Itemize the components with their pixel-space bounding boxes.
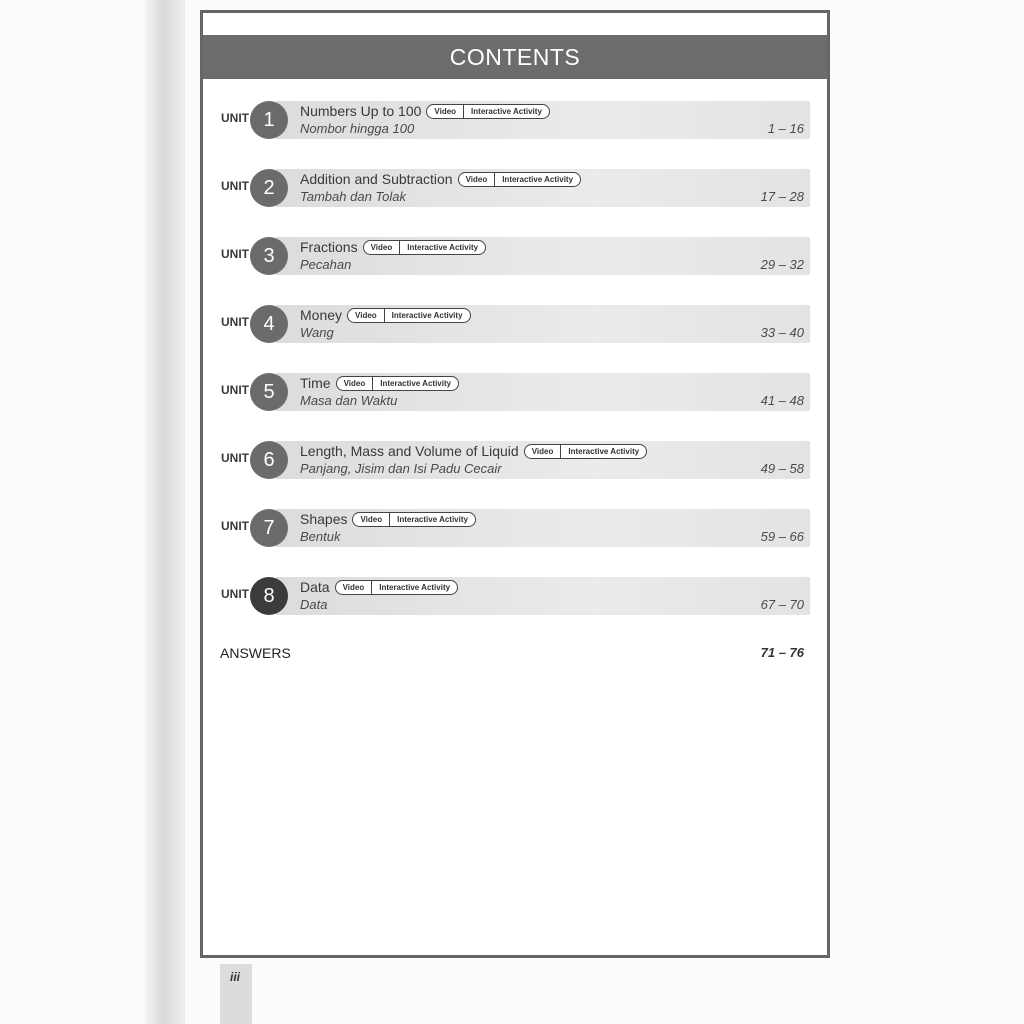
- unit-title: [300, 375, 459, 391]
- contents-title: CONTENTS: [203, 35, 827, 79]
- unit-row-5[interactable]: [218, 371, 812, 415]
- unit-subtitle: Masa dan Waktu: [300, 393, 398, 408]
- media-pill: [352, 512, 475, 527]
- unit-number-badge: 6: [250, 441, 288, 479]
- unit-number-badge: 1: [250, 101, 288, 139]
- interactive-activity-link[interactable]: Interactive Activity: [371, 581, 457, 594]
- interactive-activity-link[interactable]: Interactive Activity: [372, 377, 458, 390]
- unit-pages: 29 – 32: [760, 257, 804, 272]
- unit-pages: 41 – 48: [760, 393, 804, 408]
- media-pill: [336, 376, 459, 391]
- media-pill: [335, 580, 458, 595]
- unit-pages: 17 – 28: [760, 189, 804, 204]
- unit-title-text: Numbers Up to 100: [300, 103, 422, 119]
- unit-number-badge: 2: [250, 169, 288, 207]
- answers-label: ANSWERS: [220, 645, 291, 661]
- unit-title-text: Data: [300, 579, 330, 595]
- binding-shadow: [145, 0, 185, 1024]
- contents-frame: [200, 10, 830, 958]
- video-link[interactable]: Video: [355, 310, 377, 320]
- unit-title: [300, 511, 476, 527]
- interactive-activity-link[interactable]: Interactive Activity: [494, 173, 580, 186]
- unit-label: UNIT: [221, 247, 249, 261]
- unit-pages: 49 – 58: [760, 461, 804, 476]
- video-link[interactable]: Video: [434, 106, 457, 116]
- unit-title-text: Shapes: [300, 511, 348, 527]
- unit-subtitle: Panjang, Jisim dan Isi Padu Cecair: [300, 461, 502, 476]
- unit-number-badge: 3: [250, 237, 288, 275]
- unit-number-badge: 7: [250, 509, 288, 547]
- unit-title: [300, 103, 550, 119]
- unit-row-7[interactable]: [218, 507, 812, 551]
- unit-title-text: Money: [300, 307, 343, 323]
- unit-label: UNIT: [221, 519, 249, 533]
- unit-title: [300, 443, 647, 459]
- unit-pages: 1 – 16: [767, 121, 804, 136]
- media-pill: [347, 308, 470, 323]
- unit-label: UNIT: [221, 111, 249, 125]
- unit-label: UNIT: [221, 383, 249, 397]
- video-link[interactable]: Video: [370, 242, 393, 252]
- unit-number-badge: 8: [250, 577, 288, 615]
- unit-subtitle: Tambah dan Tolak: [300, 189, 407, 204]
- unit-row-6[interactable]: [218, 439, 812, 483]
- unit-title: [300, 307, 471, 323]
- unit-title-text: Fractions: [300, 239, 358, 255]
- unit-pages: 59 – 66: [760, 529, 804, 544]
- media-pill: [426, 104, 549, 119]
- unit-title-text: Addition and Subtraction: [300, 171, 453, 187]
- unit-subtitle: Wang: [300, 325, 334, 340]
- media-pill: [458, 172, 581, 187]
- video-link[interactable]: Video: [342, 582, 365, 592]
- unit-title: [300, 579, 458, 595]
- interactive-activity-link[interactable]: Interactive Activity: [389, 513, 475, 526]
- media-pill: [363, 240, 486, 255]
- unit-row-1[interactable]: [218, 99, 812, 143]
- unit-number-badge: 5: [250, 373, 288, 411]
- unit-subtitle: Nombor hingga 100: [300, 121, 415, 136]
- page-number: iii: [230, 970, 241, 984]
- video-link[interactable]: Video: [343, 378, 366, 388]
- unit-row-2[interactable]: [218, 167, 812, 211]
- answers-pages: 71 – 76: [760, 645, 804, 660]
- media-pill: [524, 444, 647, 459]
- unit-label: UNIT: [221, 587, 249, 601]
- interactive-activity-link[interactable]: Interactive Activity: [560, 445, 646, 458]
- unit-title-text: Time: [300, 375, 331, 391]
- unit-row-8[interactable]: [218, 575, 812, 619]
- interactive-activity-link[interactable]: Interactive Activity: [463, 105, 549, 118]
- unit-pages: 67 – 70: [760, 597, 804, 612]
- unit-label: UNIT: [221, 179, 249, 193]
- answers-row[interactable]: [218, 645, 812, 665]
- unit-row-4[interactable]: [218, 303, 812, 347]
- unit-label: UNIT: [221, 451, 249, 465]
- video-link[interactable]: Video: [531, 446, 554, 456]
- unit-row-3[interactable]: [218, 235, 812, 279]
- interactive-activity-link[interactable]: Interactive Activity: [384, 309, 470, 322]
- interactive-activity-link[interactable]: Interactive Activity: [399, 241, 485, 254]
- unit-title-text: Length, Mass and Volume of Liquid: [300, 443, 519, 459]
- unit-subtitle: Pecahan: [300, 257, 352, 272]
- unit-title: [300, 239, 486, 255]
- unit-pages: 33 – 40: [760, 325, 804, 340]
- video-link[interactable]: Video: [360, 514, 383, 524]
- unit-subtitle: Bentuk: [300, 529, 341, 544]
- unit-number-badge: 4: [250, 305, 288, 343]
- video-link[interactable]: Video: [465, 174, 488, 184]
- unit-title: [300, 171, 581, 187]
- unit-label: UNIT: [221, 315, 249, 329]
- unit-subtitle: Data: [300, 597, 328, 612]
